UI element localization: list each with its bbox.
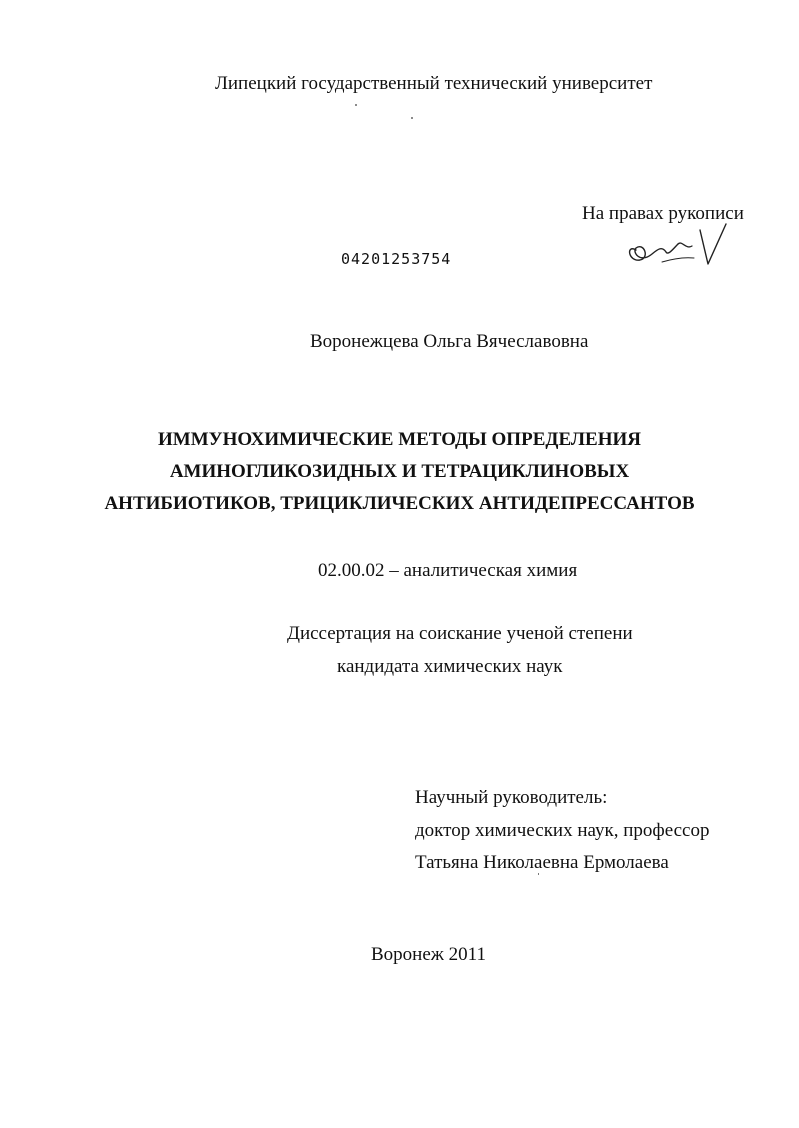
dissertation-line-1: Диссертация на соискание ученой степени [287,623,633,644]
specialty: 02.00.02 – аналитическая химия [318,560,578,581]
scan-speck [411,117,413,119]
supervisor-degree: доктор химических наук, профессор [415,820,710,841]
author-name: Воронежцева Ольга Вячеславовна [310,331,589,352]
document-number: 04201253754 [341,250,452,268]
manuscript-note: На правах рукописи [582,203,744,224]
dissertation-line-2: кандидата химических наук [337,656,563,677]
title-line-3: АНТИБИОТИКОВ, ТРИЦИКЛИЧЕСКИХ АНТИДЕПРЕССАНТОВ [104,493,695,514]
scan-speck [355,104,357,106]
scan-speck [538,873,539,875]
city-year: Воронеж 2011 [371,944,486,965]
signature-icon [622,222,732,272]
title-line-1: ИММУНОХИМИЧЕСКИЕ МЕТОДЫ ОПРЕДЕЛЕНИЯ [158,429,641,450]
university-name: Липецкий государственный технический университет [215,73,653,94]
title-line-2: АМИНОГЛИКОЗИДНЫХ И ТЕТРАЦИКЛИНОВЫХ [169,461,630,482]
supervisor-heading: Научный руководитель: [415,787,608,808]
supervisor-name: Татьяна Николаевна Ермолаева [415,852,669,873]
